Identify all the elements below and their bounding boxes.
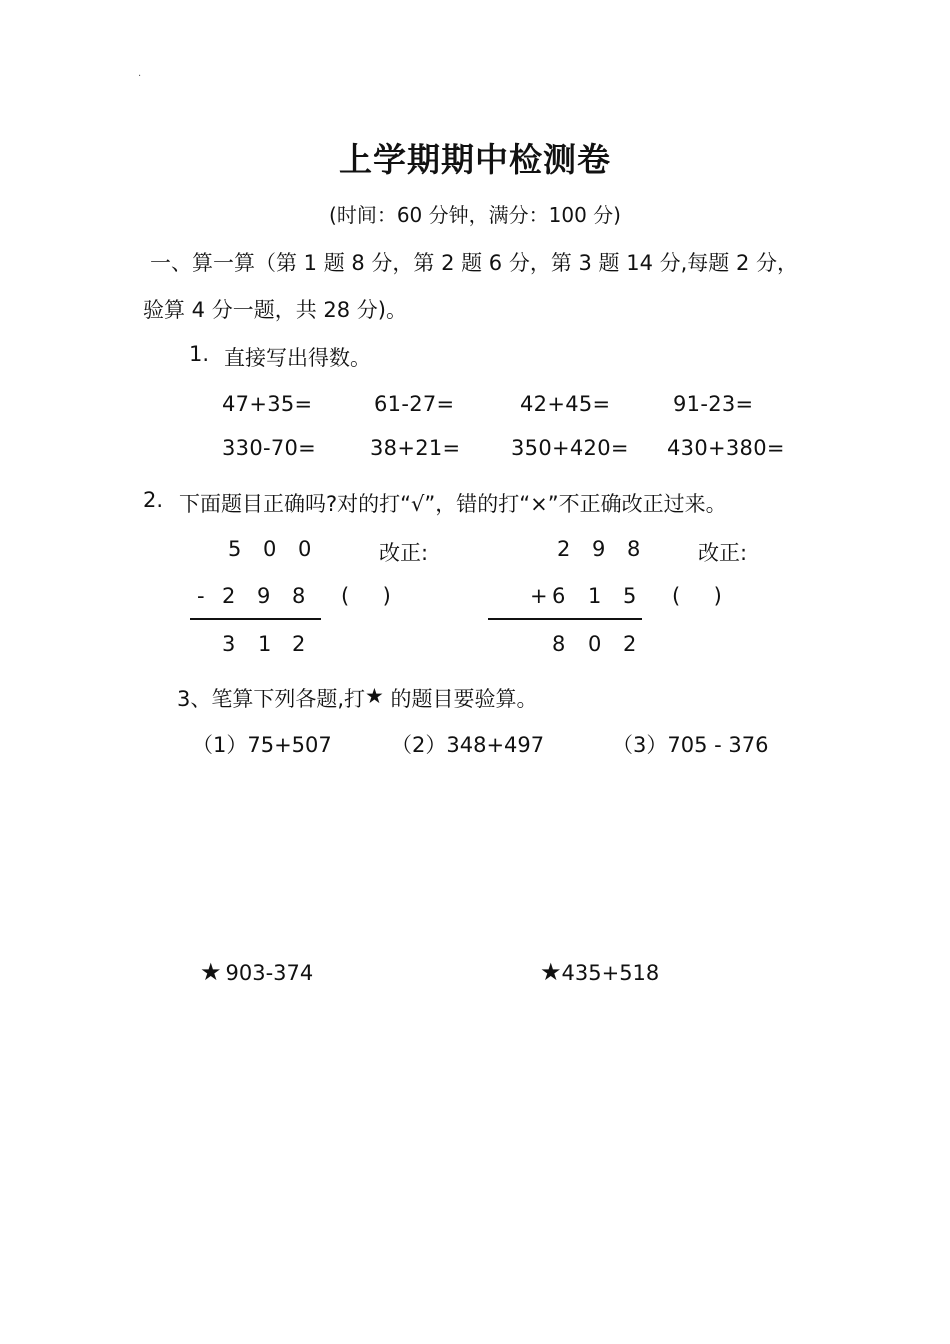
q3-title-text: 的题目要验算。 <box>383 687 538 711</box>
q1-expression: 47+35= <box>222 392 313 416</box>
calc-line <box>190 618 321 620</box>
digit: 0 <box>263 537 277 561</box>
calc-line <box>488 618 642 620</box>
q1-expression: 38+21= <box>370 436 461 460</box>
digit: 5 <box>623 584 637 608</box>
q2-title: 下面题目正确吗?对的打“√”，错的打“×”不正确改正过来。 <box>179 492 727 516</box>
q3-item: （3）705 - 376 <box>612 733 769 757</box>
digit: 5 <box>228 537 242 561</box>
q2-number: 2. <box>143 488 164 512</box>
digit: 9 <box>257 584 271 608</box>
answer-parentheses[interactable]: ( ) <box>672 584 722 608</box>
q1-expression: 42+45= <box>520 392 611 416</box>
starred-problem <box>200 958 313 986</box>
star-icon: ★ <box>540 958 562 986</box>
q3-item: （2）348+497 <box>391 733 545 757</box>
digit: 0 <box>588 632 602 656</box>
digit: 8 <box>627 537 641 561</box>
digit: 2 <box>623 632 637 656</box>
star-icon: ★ <box>365 684 384 708</box>
digit: 3 <box>222 632 236 656</box>
corner-dot: . <box>138 68 142 79</box>
q3-item: （1）75+507 <box>192 733 332 757</box>
exam-info: (时间：60 分钟，满分：100 分) <box>329 203 621 227</box>
q3-title <box>177 683 538 713</box>
answer-parentheses[interactable]: ( ) <box>341 584 391 608</box>
digit: 2 <box>292 632 306 656</box>
q1-expression: 91-23= <box>673 392 754 416</box>
digit: 1 <box>588 584 602 608</box>
q1-title: 直接写出得数。 <box>224 346 371 370</box>
star-icon: ★ <box>200 958 222 986</box>
digit: 2 <box>222 584 236 608</box>
q1-expression: 330-70= <box>222 436 317 460</box>
page-title: 上学期期中检测卷 <box>339 140 611 179</box>
digit: 8 <box>292 584 306 608</box>
digit: 1 <box>258 632 272 656</box>
digit: 8 <box>552 632 566 656</box>
digit: 9 <box>592 537 606 561</box>
operator: + <box>530 584 548 608</box>
q1-expression: 61-27= <box>374 392 455 416</box>
section1-heading-line2: 验算 4 分一题，共 28 分)。 <box>143 298 407 322</box>
digit: 6 <box>552 584 566 608</box>
q3-title-text: 3、笔算下列各题,打 <box>177 687 366 711</box>
starred-expression: 435+518 <box>561 961 660 985</box>
q1-expression: 430+380= <box>667 436 785 460</box>
starred-problem <box>540 958 659 986</box>
digit: 2 <box>557 537 571 561</box>
q1-number: 1. <box>189 342 210 366</box>
fix-label: 改正: <box>698 541 748 565</box>
fix-label: 改正: <box>379 541 429 565</box>
q1-expression: 350+420= <box>511 436 629 460</box>
digit: 0 <box>298 537 312 561</box>
starred-expression: 903-374 <box>225 961 314 985</box>
section1-heading-line1: 一、算一算（第 1 题 8 分，第 2 题 6 分，第 3 题 14 分,每题 2 分， <box>150 251 799 275</box>
operator: - <box>197 584 205 608</box>
